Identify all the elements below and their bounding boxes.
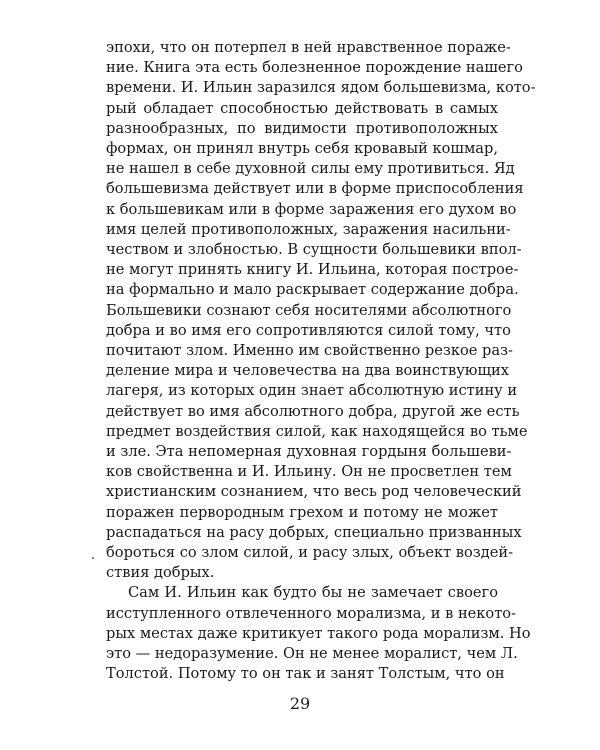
text-line: рых местах даже критикует такого рода морализм. Но	[106, 624, 531, 642]
text-line: формах, он принял внутрь себя кровавый кошмар,	[106, 140, 498, 157]
page-number: 29	[289, 694, 311, 713]
text-line: ков свойственна и И. Ильину. Он не просветлен тем	[106, 463, 512, 481]
text-line: распадаться на расу добрых, специально призванных	[106, 523, 522, 541]
text-line: и зле. Эта непомерная духовная гордыня большеви-	[106, 443, 512, 460]
text-line: на формально и мало раскрывает содержание добра.	[106, 281, 519, 299]
text-line: Большевики сознают себя носителями абсолютного	[106, 301, 512, 319]
text-line: не нашел в себе духовной силы ему противиться. Яд	[106, 160, 515, 178]
text-line: рый обладает способностью действовать в самых	[106, 99, 498, 117]
text-line: разнообразных, по видимости противоположных	[106, 119, 498, 137]
text-line: времени. И. Ильин заразился ядом большевизма, кото-	[106, 79, 536, 97]
text-line: не могут принять книгу И. Ильина, которая построе-	[106, 261, 519, 279]
text-line: лагеря, из которых один знает абсолютную истину и	[106, 382, 518, 400]
margin-mark	[92, 557, 94, 559]
text-line: предмет воздействия силой, как находящейся во тьме	[106, 422, 528, 440]
text-line: бороться со злом силой, и расу злых, объект воздей-	[106, 544, 514, 561]
text-line: исступленного отвлеченного морализма, и в некото-	[106, 604, 517, 622]
text-line: христианским сознанием, что весь род человеческий	[106, 483, 522, 501]
text-line: действует во имя абсолютного добра, другой же есть	[106, 402, 520, 420]
text-line: ние. Книга эта есть болезненное порождение нашего	[106, 59, 523, 77]
text-line: имя целей противоположных, заражения насильни-	[106, 220, 511, 238]
text-line: добра и во имя его сопротивляются силой тому, что	[106, 321, 511, 339]
text-line-paragraph-start: Сам И. Ильин как будто бы не замечает своего	[128, 584, 498, 602]
text-line: поражен первородным грехом и потому не может	[106, 503, 498, 521]
text-line: эпохи, что он потерпел в ней нравственное пораже-	[106, 39, 511, 56]
text-line: это — недоразумение. Он не менее моралист, чем Л.	[106, 645, 518, 662]
text-line: Толстой. Потому то он так и занят Толстым, что он	[106, 665, 505, 683]
text-line: чеством и злобностью. В сущности большевики впол-	[106, 241, 522, 258]
text-line: деление мира и человечества на два воинствующих	[106, 362, 510, 380]
text-line-paragraph-end: ствия добрых.	[106, 564, 215, 582]
text-line: к большевикам или в форме заражения его духом во	[106, 200, 517, 218]
text-line: большевизма действует или в форме приспособления	[106, 180, 524, 198]
text-line: почитают злом. Именно им свойственно резкое раз-	[106, 342, 513, 359]
